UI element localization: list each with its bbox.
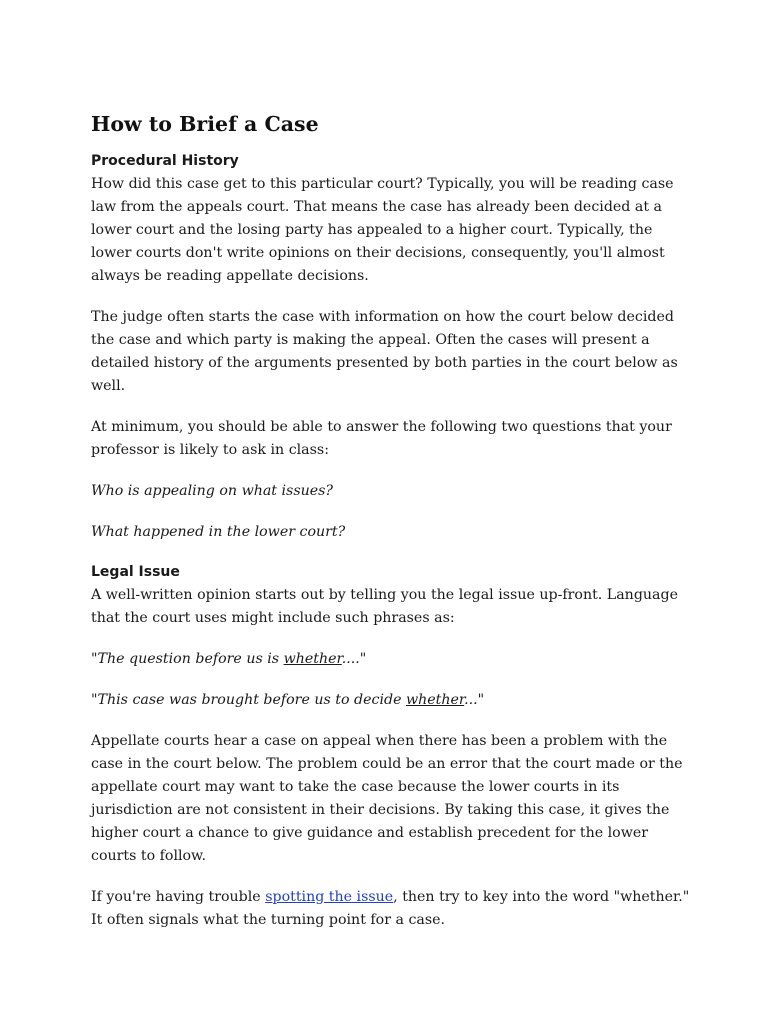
page-title: How to Brief a Case [91, 112, 319, 136]
quote-1-prefix: "The question before us is [91, 651, 284, 667]
procedural-history-paragraph-3: At minimum, you should be able to answer the following two questions that your professor is likely to ask in class: [91, 419, 672, 458]
quote-case-brought-before-us [91, 689, 691, 712]
legal-issue-heading: Legal Issue [91, 564, 180, 580]
paragraph-3-suffix: , then try to key into the word "whether." It often signals what the turning point for a case. [91, 889, 690, 928]
quote-1-suffix: ...." [341, 651, 367, 667]
procedural-history-heading: Procedural History [91, 153, 239, 169]
quote-2-suffix: ..." [464, 692, 485, 708]
question-appealing: Who is appealing on what issues? [91, 483, 334, 499]
paragraph-3-prefix: If you're having trouble [91, 889, 266, 905]
spotting-the-issue-link[interactable]: spotting the issue [265, 889, 394, 905]
legal-issue-paragraph-3 [91, 886, 691, 932]
document-page [91, 110, 691, 950]
legal-issue-paragraph-1: A well-written opinion starts out by telling you the legal issue up-front. Language that the court uses might include such phrases as: [91, 587, 678, 626]
procedural-history-paragraph-2: The judge often starts the case with information on how the court below decided the case and which party is making the appeal. Often the cases will present a detailed history of the arguments presented by both parties in the court below as well. [91, 309, 678, 394]
quote-question-before-us [91, 648, 691, 671]
legal-issue-paragraph-2: Appellate courts hear a case on appeal when there has been a problem with the case in the court below. The problem could be an error that the court made or the appellate court may want to take the case because the lower courts in its jurisdiction are not consistent in their decisions. By taking this case, it gives the higher court a chance to give guidance and establish precedent for the lower courts to follow. [91, 733, 683, 864]
quote-2-underlined-word: whether [406, 692, 465, 708]
quote-1-underlined-word: whether [283, 651, 342, 667]
question-lower-court: What happened in the lower court? [91, 524, 346, 540]
procedural-history-paragraph-1: How did this case get to this particular court? Typically, you will be reading case law from the appeals court. That means the case has already been decided at a lower court and the losing party has appealed to a higher court. Typically, the lower courts don't write opinions on their decisions, consequently, you'll almost always be reading appellate decisions. [91, 176, 674, 284]
quote-2-prefix: "This case was brought before us to decide [91, 692, 406, 708]
